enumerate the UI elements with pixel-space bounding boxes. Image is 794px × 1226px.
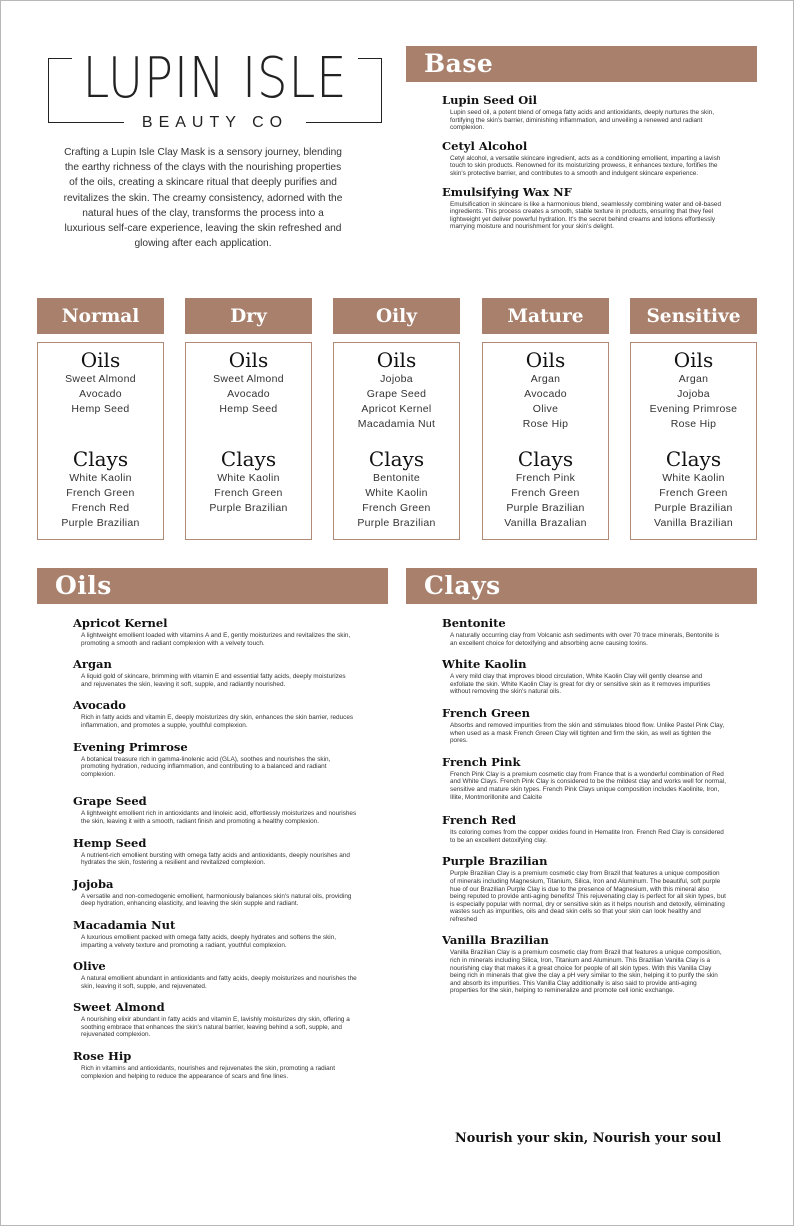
skin-type-box — [37, 342, 164, 540]
skin-clays-group — [483, 447, 608, 531]
oils-subheading: Oils — [525, 348, 566, 372]
ingredient-description: A liquid gold of skincare, brimming with vitamin E and essential fatty acids, deeply moisturizes and rejuvenates the skin, leaving it soft, supple, and radiantly nourished. — [81, 673, 346, 688]
oil-item: Jojoba — [380, 373, 413, 385]
ingredient-name: Apricot Kernel — [73, 616, 168, 630]
oil-item: Argan — [530, 373, 561, 385]
oil-item: Avocado — [524, 388, 567, 400]
oil-item: Sweet Almond — [213, 373, 284, 385]
clays-subheading: Clays — [517, 447, 574, 471]
clay-item: Purple Brazilian — [506, 502, 585, 514]
ingredient-entry — [442, 933, 726, 995]
ingredient-name: Emulsifying Wax NF — [442, 184, 572, 199]
clay-item: French Green — [659, 487, 728, 499]
ingredient-entry — [442, 854, 726, 923]
ingredient-name: Evening Primrose — [73, 739, 188, 754]
clays-subheading: Clays — [665, 447, 722, 471]
skin-oils-group — [334, 348, 459, 432]
ingredient-entry — [73, 616, 357, 647]
clay-item: Purple Brazilian — [357, 517, 436, 529]
skin-type-column — [333, 298, 460, 540]
ingredient-description: French Pink Clay is a premium cosmetic clay from France that is a wonderful combination of Red and White Clays. French Pink Clay is considered to be the mildest clay and works well for normal, sensitive and mature skin types. French Pink Clays unique composition includes Kaolinite, Iron, Illite, Montmorillonite and Calcite — [450, 770, 726, 801]
clays-subheading: Clays — [72, 447, 129, 471]
oil-item: Sweet Almond — [65, 373, 136, 385]
clay-item: White Kaolin — [69, 472, 132, 484]
ingredient-description: Rich in vitamins and antioxidants, nourishes and rejuvenates the skin, promoting a radiant complexion and helping to reduce the appearance of scars and fine lines. — [81, 1065, 335, 1080]
logo-frame-left — [48, 58, 49, 122]
ingredient-entry — [442, 185, 722, 231]
oils-subheading: Oils — [376, 348, 417, 372]
ingredient-name: White Kaolin — [442, 657, 527, 672]
oil-item: Apricot Kernel — [361, 403, 432, 415]
ingredient-name: Avocado — [73, 698, 126, 713]
clay-item: Vanilla Brazilian — [653, 517, 734, 529]
ingredient-name: Cetyl Alcohol — [442, 138, 528, 153]
oil-item: Rose Hip — [670, 418, 717, 430]
oil-item: Rose Hip — [522, 418, 569, 430]
skin-type-box — [185, 342, 312, 540]
skin-oils-group — [38, 348, 163, 417]
clay-item: French Green — [66, 487, 135, 499]
clay-item: French Pink — [515, 472, 576, 484]
clay-item: French Green — [362, 502, 431, 514]
ingredient-description: Its coloring comes from the copper oxides found in Hematite Iron. French Red Clay is considered to be an excellent detoxifying clay. — [450, 829, 724, 844]
ingredient-entry — [73, 698, 357, 729]
base-title: Base — [424, 49, 494, 78]
clay-item: White Kaolin — [662, 472, 725, 484]
ingredient-entry — [442, 657, 726, 696]
ingredient-description: A naturally occurring clay from Volcanic ash sediments with over 70 trace minerals, Bentonite is an excellent choice for detoxifying and absorbing acne causing toxins. — [450, 632, 720, 647]
ingredient-entry — [442, 139, 722, 178]
ingredient-description: Lupin seed oil, a potent blend of omega fatty acids and antioxidants, deeply nurtures the skin, fortifying the skin's barrier, diminishing inflammation, and unveiling a renewed and radiant complexion. — [450, 109, 714, 132]
clay-item: White Kaolin — [365, 487, 428, 499]
oil-item: Avocado — [79, 388, 122, 400]
ingredient-description: Vanilla Brazilian Clay is a premium cosmetic clay from Brazil that features a unique composition, rich in minerals including Silica, Iron, Titanium and Aluminum. This Brazilian Vanilla Clay is a nourishing clay that makes it a great choice for people of all skin types. With this Vanilla Clay being rich in minerals that give the clay a pH very similar to the skin, helping it to purify the skin and absorb its impurities. This Vanilla Clay additionally is also said to provide anti-aging properties for the skin, helping to remineralize and promote cell ionic exchange. — [450, 949, 722, 995]
skin-type-box — [630, 342, 757, 540]
ingredient-description: Rich in fatty acids and vitamin E, deeply moisturizes dry skin, enhances the skin barrier, reduces inflammation, and promotes a supple, youthful complexion. — [81, 714, 354, 729]
ingredient-entry — [442, 93, 722, 132]
clay-item: Bentonite — [372, 472, 421, 484]
oils-banner — [37, 568, 388, 604]
skin-type-box — [333, 342, 460, 540]
clays-list — [442, 616, 726, 1005]
ingredient-name: Bentonite — [442, 616, 506, 630]
ingredient-name: Macadamia Nut — [73, 917, 176, 932]
oil-item: Hemp Seed — [71, 403, 130, 415]
ingredient-description: A very mild clay that improves blood circulation, White Kaolin Clay will gently cleanse and exfoliate the skin. White Kaolin Clay is great for dry or sensitive skin as it removes impurities without removing the skin's natural oils. — [450, 673, 711, 696]
skin-type-column — [630, 298, 757, 540]
clays-banner — [406, 568, 757, 604]
skin-oils-group — [483, 348, 608, 432]
ingredient-name: Jojoba — [73, 876, 114, 891]
skin-oils-group — [186, 348, 311, 417]
skin-clays-group — [38, 447, 163, 531]
clay-item: French Green — [511, 487, 580, 499]
oil-item: Argan — [678, 373, 709, 385]
brand-subtitle: BEAUTY CO — [141, 114, 289, 131]
ingredient-entry — [73, 918, 357, 949]
ingredient-name: Vanilla Brazilian — [442, 933, 549, 948]
ingredient-entry — [73, 1049, 357, 1080]
skin-type-heading: Dry — [185, 298, 312, 334]
oil-item: Jojoba — [677, 388, 710, 400]
oil-item: Hemp Seed — [219, 403, 278, 415]
ingredient-description: A lightweight emollient rich in antioxidants and linoleic acid, effortlessly moisturizes and nourishes the skin, leaving it with a smooth, radiant finish and promoting a healthy complexion. — [81, 810, 357, 825]
ingredient-name: French Red — [442, 813, 516, 828]
skin-type-column — [185, 298, 312, 540]
oils-subheading: Oils — [673, 348, 714, 372]
ingredient-entry — [73, 740, 357, 779]
ingredient-description: A luxurious emollient packed with omega fatty acids, deeply hydrates and softens the skin, imparting a velvety texture and promoting a radiant, youthful complexion. — [81, 933, 337, 949]
ingredient-name: Purple Brazilian — [442, 854, 548, 869]
ingredient-entry — [73, 1000, 357, 1039]
clays-subheading: Clays — [220, 447, 277, 471]
clay-item: Purple Brazilian — [61, 517, 140, 529]
ingredient-description: Emulsification in skincare is like a harmonious blend, seamlessly combining water and oil-based ingredients. This process creates a smooth, stable texture in products, ensuring that they feel lightweight yet deliver powerful hydration. It's the secret behind creams and lotions effortlessly marrying moisture and nourishment for your skin's delight. — [450, 200, 722, 231]
ingredient-name: Grape Seed — [73, 794, 147, 809]
ingredient-name: Lupin Seed Oil — [442, 93, 537, 107]
oil-item: Evening Primrose — [649, 403, 738, 415]
skin-clays-group — [334, 447, 459, 531]
ingredient-entry — [442, 755, 726, 801]
brand-name: LUPIN ISLE — [82, 46, 348, 111]
skin-type-heading: Oily — [333, 298, 460, 334]
skin-clays-group — [631, 447, 756, 531]
ingredient-name: Rose Hip — [73, 1049, 132, 1064]
oil-item: Olive — [532, 403, 559, 415]
oils-subheading: Oils — [228, 348, 269, 372]
oils-subheading: Oils — [80, 348, 121, 372]
clays-subheading: Clays — [368, 447, 425, 471]
ingredient-description: A lightweight emollient loaded with vitamins A and E, gently moisturizes and revitalizes the skin, promoting a smooth and radiant complexion with a velvety touch. — [81, 632, 351, 647]
ingredient-entry — [73, 836, 357, 867]
skin-type-heading: Mature — [482, 298, 609, 334]
oils-title: Oils — [55, 571, 112, 600]
ingredient-description: A nutrient-rich emollient bursting with omega fatty acids and antioxidants, deeply nourishes and hydrates the skin, fostering a resilient and revitalized complexion. — [81, 851, 350, 867]
ingredient-description: A botanical treasure rich in gamma-linolenic acid (GLA), soothes and nourishes the skin, promoting hydration, reducing inflammation, and contributing to a balanced and radiant complexion. — [81, 755, 331, 778]
skin-type-heading: Normal — [37, 298, 164, 334]
clay-item: Purple Brazilian — [654, 502, 733, 514]
skin-type-box — [482, 342, 609, 540]
ingredient-entry — [73, 794, 357, 825]
ingredient-description: A natural emollient abundant in antioxidants and fatty acids, deeply moisturizes and nourishes the skin, leaving it soft, supple, and rejuvenated. — [81, 975, 357, 990]
oil-item: Macadamia Nut — [357, 418, 436, 430]
oil-item: Grape Seed — [366, 388, 427, 400]
ingredient-entry — [73, 657, 357, 688]
ingredient-entry — [442, 616, 726, 647]
clay-item: Purple Brazilian — [209, 502, 288, 514]
ingredient-entry — [442, 706, 726, 745]
brand-logo — [48, 48, 382, 140]
logo-frame-right — [381, 58, 382, 122]
skin-type-column — [37, 298, 164, 540]
ingredient-entry — [73, 959, 357, 990]
ingredient-name: Olive — [73, 959, 106, 974]
ingredient-description: Cetyl alcohol, a versatile skincare ingredient, acts as a conditioning emollient, imparting a lavish touch to skin products. Renowned for its moisturizing prowess, it enhances texture, fortifies the skin's protective barrier, and contributes to a smooth and indulgent skincare experience. — [450, 154, 721, 177]
ingredient-name: Sweet Almond — [73, 1000, 165, 1015]
ingredient-description: Purple Brazilian Clay is a premium cosmetic clay from Brazil that features a unique composition of minerals including Magnesium, Titanium, Silica, Iron and Aluminum. The beautiful, soft purple hue of our Brazilian Purple Clay is due to the presence of Magnesium, with this mineral also being reputed to provide anti-aging benefits! This rejuvenating clay is perfect for all skin types, but is especially popular with normal, dry or sensitive skin as it helps nourish and detoxify, eliminating wastes such as impurities, oils and dead skin cells so that your skin can look healthy and refreshed — [450, 870, 726, 923]
ingredient-description: Absorbs and removed impurities from the skin and stimulates blood flow. Unlike Pastel Pink Clay, when used as a mask French Green Clay will tighten and firm the skin, as well as tighten the pores. — [450, 721, 725, 745]
ingredient-entry — [442, 813, 726, 844]
clay-item: French Green — [214, 487, 283, 499]
skin-clays-group — [186, 447, 311, 516]
ingredient-name: Argan — [73, 657, 112, 672]
tagline: Nourish your skin, Nourish your soul — [455, 1131, 722, 1146]
oil-item: Avocado — [227, 388, 270, 400]
skin-type-column — [482, 298, 609, 540]
logo-frame-top-right — [358, 58, 382, 59]
skin-oils-group — [631, 348, 756, 432]
clays-title: Clays — [424, 571, 501, 600]
clay-item: White Kaolin — [217, 472, 280, 484]
oils-list — [73, 616, 357, 1090]
skin-type-heading: Sensitive — [630, 298, 757, 334]
ingredient-name: French Green — [442, 705, 530, 720]
base-banner — [406, 46, 757, 82]
ingredient-name: French Pink — [442, 754, 521, 769]
ingredient-name: Hemp Seed — [73, 835, 147, 850]
ingredient-entry — [73, 877, 357, 908]
intro-text: Crafting a Lupin Isle Clay Mask is a sensory journey, blending the earthy richness of the clays with the nourishing properties of the oils, creating a skincare ritual that deeply purifies and revitalizes the skin. The creamy consistency, adorned with the natural hues of the clay, transforms the process into a luxurious self-care experience, leaving the skin refreshed and glowing after each application. — [63, 147, 343, 250]
clay-item: French Red — [71, 502, 130, 514]
base-list — [442, 93, 722, 238]
ingredient-description: A nourishing elixir abundant in fatty acids and vitamin E, lavishly moisturizes dry skin, offering a soothing embrace that enhances the skin's natural barrier, leaving behind a soft, supple, and rejuvenated complexion. — [81, 1016, 350, 1039]
clay-item: Vanilla Brazalian — [504, 517, 587, 529]
ingredient-description: A versatile and non-comedogenic emollient, harmoniously balances skin's natural oils, providing deep hydration, enhancing elasticity, and leaving the skin supple and radiant. — [81, 892, 352, 908]
logo-frame-top-left — [48, 58, 72, 59]
